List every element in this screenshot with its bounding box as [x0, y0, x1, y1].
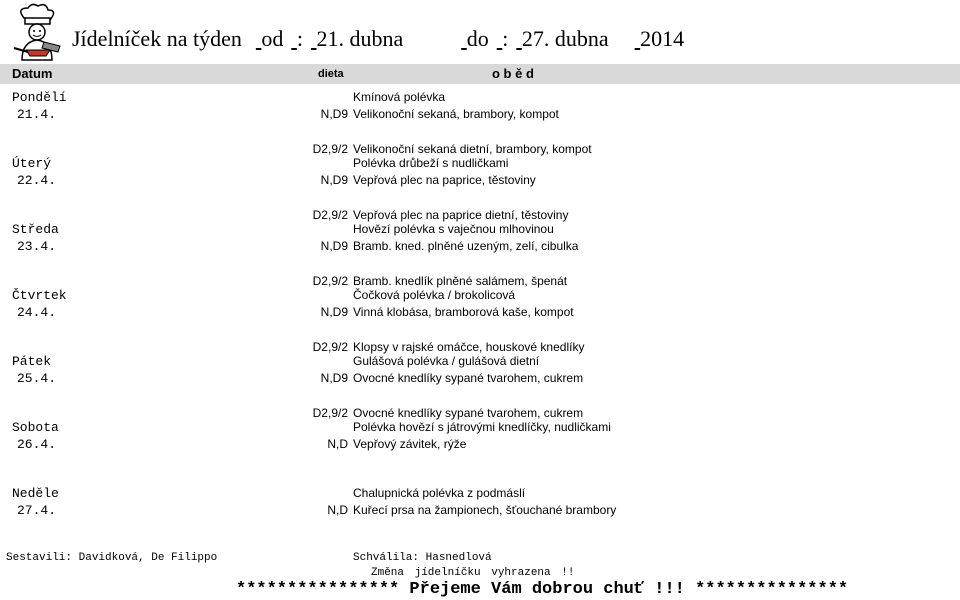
title-do: do — [466, 26, 489, 51]
diet-code: N,D9 — [320, 239, 348, 253]
diet-code: N,D9 — [320, 173, 348, 187]
diet-code: N,D9 — [320, 305, 348, 319]
title-text: Jídelníček na týden — [72, 26, 242, 51]
day-date: 26.4. — [17, 437, 57, 452]
menu-item: Klopsy v rajské omáčce, houskové knedlíky — [353, 340, 585, 354]
header-lunch: o b ě d — [492, 66, 534, 81]
day-name: Neděle — [12, 486, 59, 501]
footer-compiled-by: Sestavili: Davidková, De Filippo — [6, 552, 218, 564]
header-diet: dieta — [318, 68, 344, 80]
menu-item: Gulášová polévka / gulášová dietní — [353, 354, 540, 368]
diet-code: D2,9/2 — [312, 406, 348, 420]
menu-item: Polévka hovězí s játrovými knedlíčky, nudličkami — [353, 420, 611, 434]
title-colon-2: : — [502, 26, 509, 51]
day-date: 25.4. — [17, 371, 57, 386]
diet-code: N,D — [327, 503, 348, 517]
menu-item: Velikonoční sekaná dietní, brambory, kompot — [353, 142, 592, 156]
diet-code: N,D9 — [320, 107, 348, 121]
title-colon-1: : — [296, 26, 303, 51]
menu-item: Ovocné knedlíky sypané tvarohem, cukrem — [353, 371, 584, 385]
day-name: Čtvrtek — [12, 288, 67, 303]
menu-item: Polévka drůbeží s nudličkami — [353, 156, 509, 170]
title-od: od — [261, 26, 284, 51]
menu-item: Chalupnická polévka z podmáslí — [353, 486, 526, 500]
menu-item: Vinná klobása, bramborová kaše, kompot — [353, 305, 574, 319]
footer-wish: **************** Přejeme Vám dobrou chuť !!! *************** — [236, 580, 849, 599]
menu-item: Čočková polévka / brokolicová — [353, 288, 516, 302]
day-name: Sobota — [12, 420, 59, 435]
menu-item: Bramb. knedlík plněné salámem, špenát — [353, 274, 568, 288]
menu-item: Ovocné knedlíky sypané tvarohem, cukrem — [353, 406, 584, 420]
menu-item: Kmínová polévka — [353, 90, 446, 104]
title-to-date: 27. dubna — [521, 26, 609, 51]
day-date: 27.4. — [17, 503, 57, 518]
diet-code: D2,9/2 — [312, 142, 348, 156]
menu-item: Vepřový závitek, rýže — [353, 437, 467, 451]
menu-item: Hovězí polévka s vaječnou mlhovinou — [353, 222, 554, 236]
footer-approved-by: Schválila: Hasnedlová — [353, 552, 492, 564]
chef-logo-icon — [6, 2, 68, 62]
menu-item: Vepřová plec na paprice, těstoviny — [353, 173, 536, 187]
diet-code: N,D — [327, 437, 348, 451]
menu-item: Velikonoční sekaná, brambory, kompot — [353, 107, 559, 121]
day-name: Pondělí — [12, 90, 67, 105]
day-date: 23.4. — [17, 239, 57, 254]
table-header-bar — [0, 64, 960, 84]
diet-code: D2,9/2 — [312, 208, 348, 222]
day-name: Středa — [12, 222, 59, 237]
footer-change-notice: Změna jídelníčku vyhrazena !! — [371, 567, 575, 579]
day-name: Úterý — [12, 156, 52, 171]
menu-item: Kuřecí prsa na žampionech, šťouchané brambory — [353, 503, 617, 517]
diet-code: D2,9/2 — [312, 340, 348, 354]
title-year: 2014 — [640, 26, 685, 51]
header-date: Datum — [12, 66, 53, 81]
day-date: 21.4. — [17, 107, 57, 122]
day-name: Pátek — [12, 354, 52, 369]
diet-code: D2,9/2 — [312, 274, 348, 288]
diet-code: N,D9 — [320, 371, 348, 385]
menu-item: Bramb. kned. plněné uzeným, zelí, cibulka — [353, 239, 579, 253]
menu-item: Vepřová plec na paprice dietní, těstoviny — [353, 208, 569, 222]
title-from-date: 21. dubna — [316, 26, 404, 51]
day-date: 22.4. — [17, 173, 57, 188]
page-title — [72, 26, 758, 52]
day-date: 24.4. — [17, 305, 57, 320]
